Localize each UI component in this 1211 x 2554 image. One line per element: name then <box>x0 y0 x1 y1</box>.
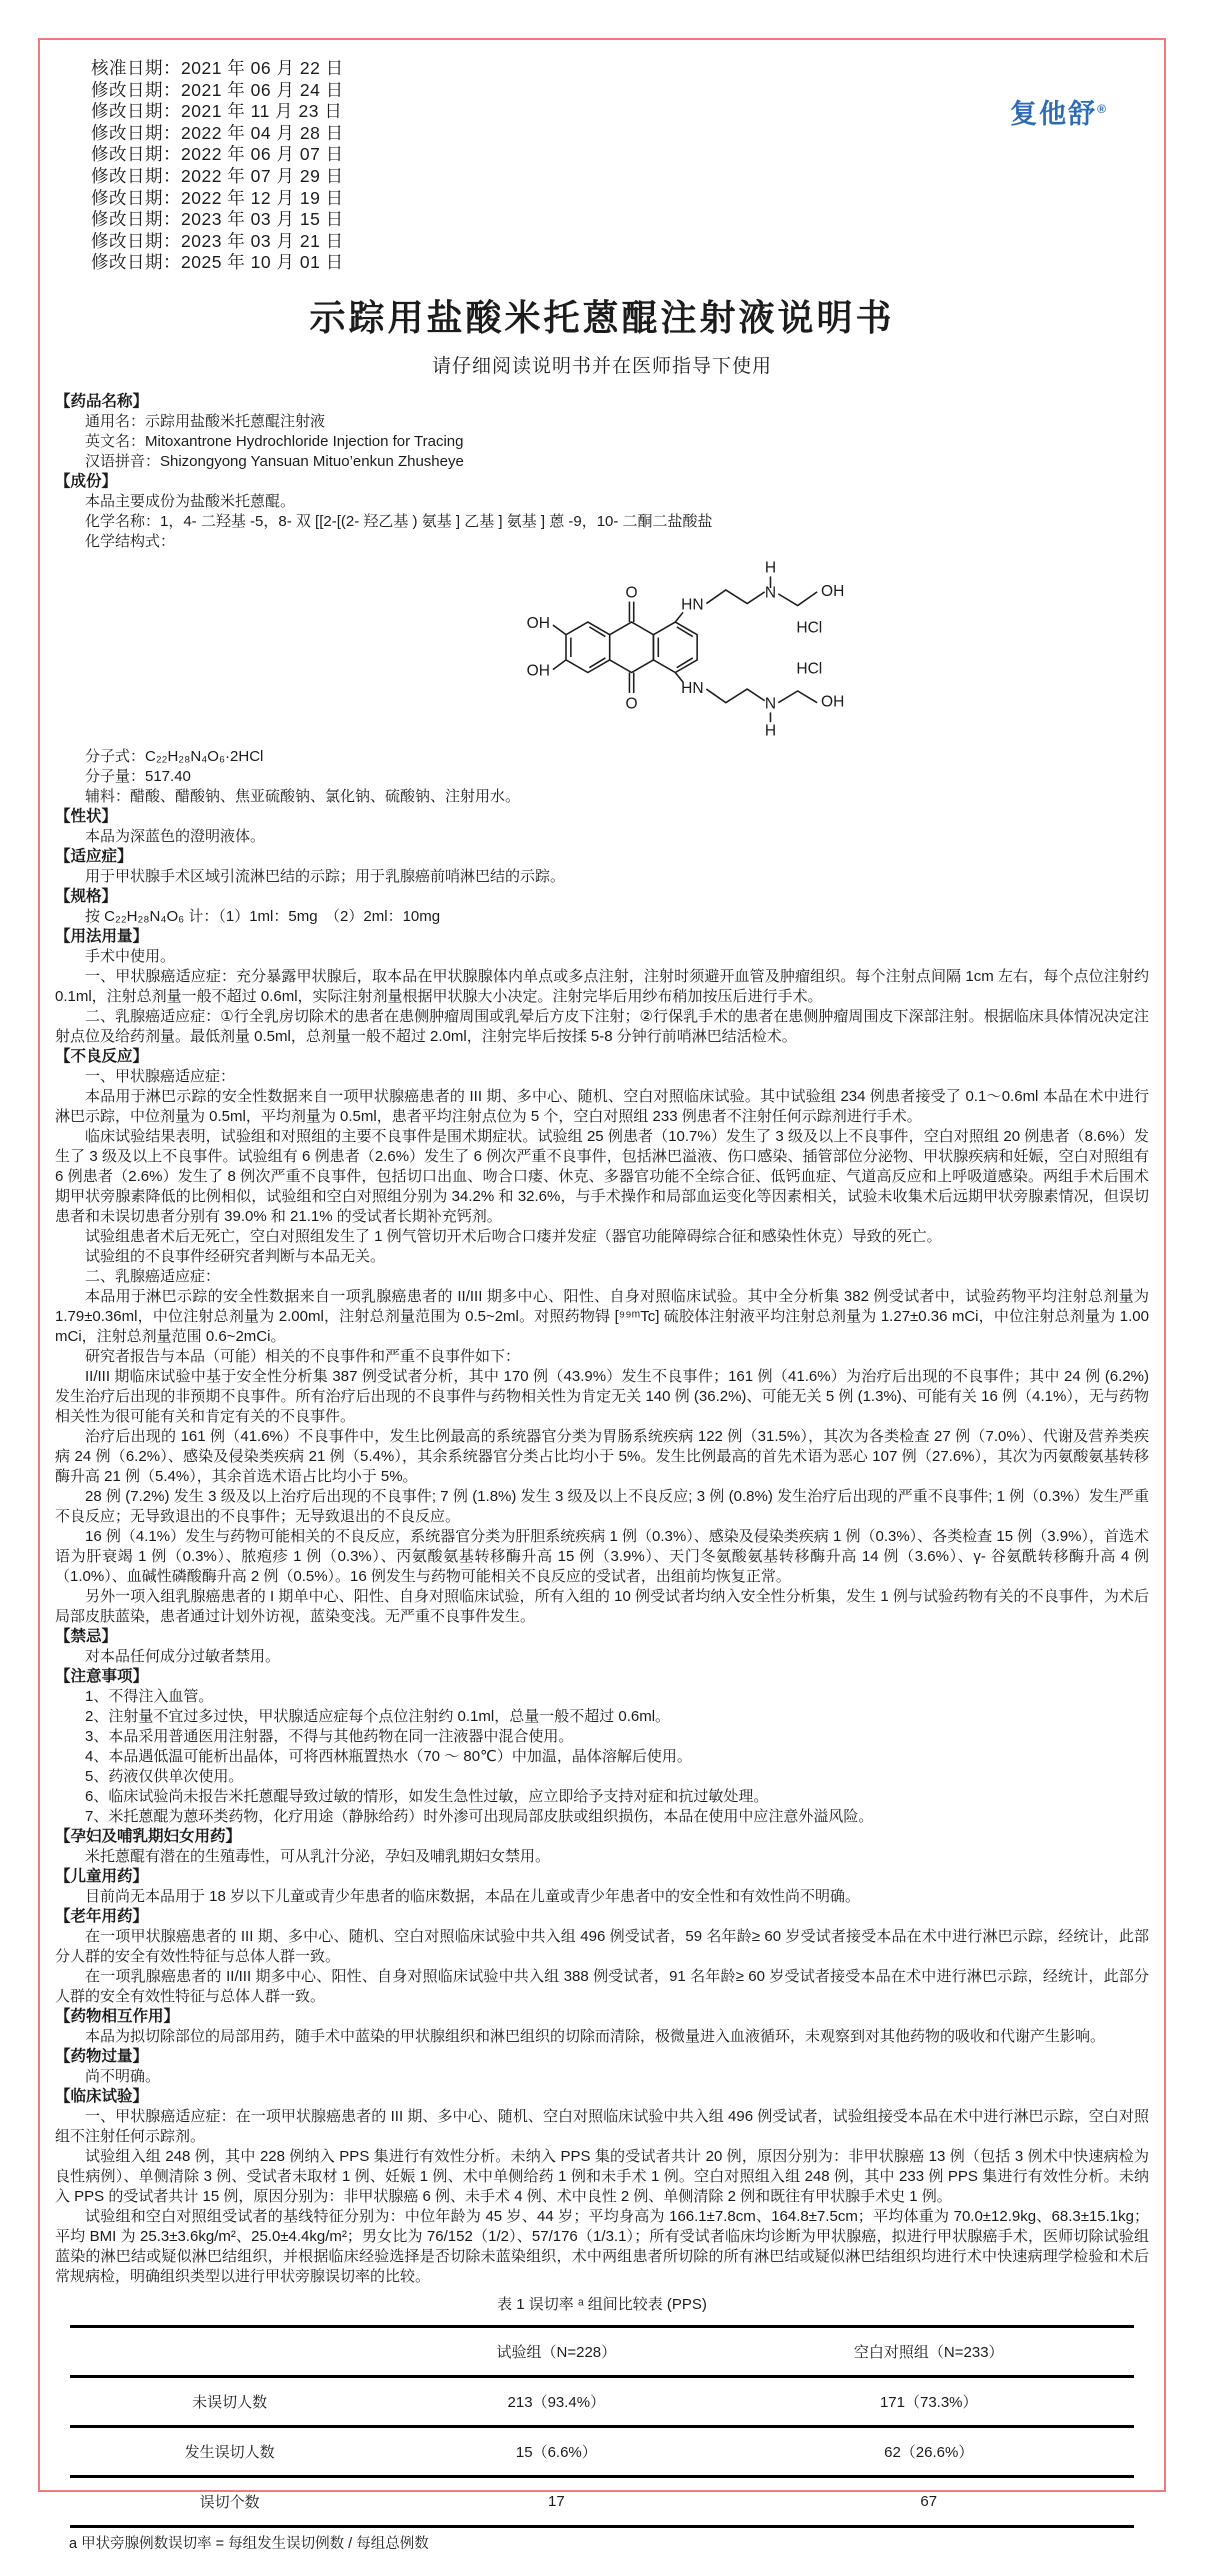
section-heading: 【药物过量】 <box>55 2048 149 2066</box>
table-col-blank <box>70 2327 389 2377</box>
section-body <box>55 867 1149 887</box>
paragraph: 试验组的不良事件经研究者判断与本品无关。 <box>85 1248 386 1266</box>
atom-label: HN <box>681 679 704 697</box>
paragraph: 分子式：C₂₂H₂₈N₄O₆·2HCl <box>85 748 264 766</box>
paragraph: 一、甲状腺癌适应症：在一项甲状腺癌患者的 III 期、多中心、随机、空白对照临床试验中共入组 496 例受试者，试验组接受本品在术中进行淋巴示踪，空白对照组不注射任何示踪剂。 <box>55 2108 1149 2146</box>
section-heading: 【药品名称】 <box>55 392 149 410</box>
leaflet-page <box>38 38 1166 2553</box>
section-drug-name <box>55 392 1149 472</box>
date-line: 修改日期：2023 年 03 月 15 日 <box>91 209 344 230</box>
paragraph: 本品用于淋巴示踪的安全性数据来自一项乳腺癌患者的 II/III 期多中心、阳性、自身对照临床试验。其中全分析集 382 例受试者中，试验药物平均注射总剂量为 1.79±0.36ml，中位注射总剂量为 2.00ml，注射总剂量范围为 0.5~2ml。对照药物锝 [⁹⁹ᵐTc] 硫胶体注射液平均注射总剂量为 1.27±0.36 mCi，中位注射总剂量为 1.00 mCi，注射总剂量范围 0.6~2mCi。 <box>55 1288 1149 1346</box>
paragraph: 在一项乳腺癌患者的 II/III 期多中心、阳性、自身对照临床试验中共入组 388 例受试者，91 名年龄≥ 60 岁受试者接受本品在术中进行淋巴示踪，经统计，此部分人群的安全有效性特征与总体人群一致。 <box>55 1968 1149 2006</box>
paragraph: 4、本品遇低温可能析出晶体，可将西林瓶置热水（70 ～ 80℃）中加温，晶体溶解后使用。 <box>85 1748 692 1766</box>
table-row <box>70 2427 1134 2477</box>
section-specification <box>55 887 1149 927</box>
atom-label: OH <box>526 614 550 632</box>
date-line: 核准日期：2021 年 06 月 22 日 <box>91 58 344 78</box>
section-character <box>55 807 1149 847</box>
section-heading: 【性状】 <box>55 808 118 826</box>
section-body <box>55 1887 1149 1907</box>
paragraph: 临床试验结果表明，试验组和对照组的主要不良事件是围术期症状。试验组 25 例患者（10.7%）发生了 3 级及以上不良事件，空白对照组 20 例患者（8.6%）发生了 3 级及以上不良事件。试验组有 6 例患者（2.6%）发生了 6 例次严重不良事件，包括淋巴溢液、伤口感染、插管部位分泌物、甲状腺疾病和妊娠，空白对照组有 6 例患者（2.6%）发生了 8 例次严重不良事件，包括切口出血、吻合口瘘、休克、多器官功能不全综合征、低钙血症、气道高反应和上呼吸道感染。两组手术后围术期甲状旁腺素降低的比例相似，试验组和空白对照组分别为 34.2% 和 32.6%，与手术操作和局部血运变化等因素相关，试验未收集术后远期甲状旁腺素情况，但误切患者和未误切患者分别有 39.0% 和 21.1% 的受试者长期补充钙剂。 <box>55 1128 1149 1226</box>
section-body <box>55 2107 1149 2287</box>
section-heading: 【用法用量】 <box>55 928 149 946</box>
atom-label: N <box>764 695 777 713</box>
paragraph: 试验组患者术后无死亡，空白对照组发生了 1 例气管切开术后吻合口瘘并发症（器官功能障碍综合征和感染性休克）导致的死亡。 <box>85 1228 942 1246</box>
paragraph: 一、甲状腺癌适应症：充分暴露甲状腺后，取本品在甲状腺腺体内单点或多点注射，注射时须避开血管及肿瘤组织。每个注射点间隔 1cm 左右，每个点位注射约 0.1ml，注射总剂量一般不超过 0.6ml，实际注射剂量根据甲状腺大小决定。注射完毕后用纱布稍加按压后进行手术。 <box>55 968 1149 1006</box>
paragraph: 米托蒽醌有潜在的生殖毒性，可从乳汁分泌，孕妇及哺乳期妇女禁用。 <box>85 1848 551 1866</box>
section-body <box>55 1847 1149 1867</box>
paragraph: 分子量：517.40 <box>85 768 191 786</box>
section-overdose <box>55 2047 1149 2087</box>
table-col-experimental: 试验组（N=228） <box>496 2344 617 2362</box>
date-line: 修改日期：2022 年 04 月 28 日 <box>91 122 344 143</box>
atom-label: O <box>625 695 638 713</box>
section-body <box>55 947 1149 1047</box>
brand-logo <box>1010 92 1108 131</box>
paragraph: 16 例（4.1%）发生与药物可能相关的不良反应，系统器官分类为肝胆系统疾病 1 例（0.3%）、感染及侵染类疾病 1 例（0.3%）、各类检查 15 例（3.9%），首选术语为肝衰竭 1 例（0.3%）、脓疱疹 1 例（0.3%）、丙氨酸氨基转移酶升高 15 例（3.9%）、天门冬氨酸氨基转移酶升高 14 例（3.6%）、γ- 谷氨酰转移酶升高 4 例（1.0%）、血碱性磷酸酶升高 2 例（0.5%）。16 例发生与药物可能相关不良反应的受试者，出组前均恢复正常。 <box>55 1528 1149 1586</box>
atom-label: OH <box>820 582 845 600</box>
approval-dates <box>91 58 1149 274</box>
date-line: 修改日期：2023 年 03 月 21 日 <box>91 230 344 251</box>
section-body <box>55 747 1149 807</box>
paragraph: 1、不得注入血管。 <box>85 1688 214 1706</box>
date-line: 修改日期：2022 年 12 月 19 日 <box>91 187 344 208</box>
section-drug-interaction <box>55 2007 1149 2047</box>
brand-logo-text: 复他舒 <box>1010 99 1098 129</box>
date-line: 修改日期：2021 年 06 月 24 日 <box>91 79 344 100</box>
paragraph: 本品主要成份为盐酸米托蒽醌。 <box>85 492 296 510</box>
miscut-rate-table <box>70 2325 1134 2528</box>
section-elderly <box>55 1907 1149 2007</box>
section-heading: 【注意事项】 <box>55 1668 149 1686</box>
paragraph: 治疗后出现的 161 例（41.6%）不良事件中，发生比例最高的系统器官分类为胃肠系统疾病 122 例（31.5%），其次为各类检查 27 例（7.0%）、代谢及营养类疾病 24 例（6.2%）、感染及侵染类疾病 21 例（5.4%），其余系统器官分类占比均小于 5%。发生比例最高的首先术语为恶心 107 例（27.6%），其次为丙氨酸氨基转移酶升高 21 例（5.4%），其余首选术语占比均小于 5%。 <box>55 1428 1149 1486</box>
row-label: 发生误切人数 <box>184 2444 275 2462</box>
experimental-value: 17 <box>547 2493 565 2511</box>
experimental-value: 15（6.6%） <box>515 2444 597 2462</box>
section-body <box>55 2027 1149 2047</box>
table-row <box>70 2377 1134 2427</box>
paragraph: 英文名：Mitoxantrone Hydrochloride Injection for Tracing <box>85 432 464 450</box>
section-heading: 【适应症】 <box>55 848 133 866</box>
atom-label: O <box>625 584 638 602</box>
atom-label: HN <box>681 596 704 614</box>
paragraph: 另外一项入组乳腺癌患者的 I 期单中心、阳性、自身对照临床试验，所有入组的 10 例受试者均纳入安全性分析集，发生 1 例与试验药物有关的不良事件，为术后局部皮肤蓝染，患者通过计划外访视，蓝染变浅。无严重不良事件发生。 <box>55 1588 1149 1626</box>
atom-label: H <box>764 722 777 740</box>
table-footnote: a 甲状旁腺例数误切率 = 每组发生误切例数 / 每组总例数 <box>69 2536 429 2553</box>
paragraph: 通用名：示踪用盐酸米托蒽醌注射液 <box>85 412 326 430</box>
registered-trademark-icon: ® <box>1097 102 1108 116</box>
section-heading: 【孕妇及哺乳期妇女用药】 <box>55 1828 242 1846</box>
paragraph: 目前尚无本品用于 18 岁以下儿童或青少年患者的临床数据，本品在儿童或青少年患者中的安全性和有效性尚不明确。 <box>85 1888 861 1906</box>
paragraph: 一、甲状腺癌适应症： <box>85 1068 236 1086</box>
experimental-value: 213（93.4%） <box>507 2394 606 2412</box>
paragraph: 在一项甲状腺癌患者的 III 期、多中心、随机、空白对照临床试验中共入组 496 例受试者，59 名年龄≥ 60 岁受试者接受本品在术中进行淋巴示踪，经统计，此部分人群的安全有效性特征与总体人群一致。 <box>55 1928 1149 1966</box>
atom-label: HCl <box>796 660 823 678</box>
atom-label: H <box>764 559 777 577</box>
section-heading: 【药物相互作用】 <box>55 2008 180 2026</box>
paragraph: 2、注射量不宜过多过快，甲状腺适应症每个点位注射约 0.1ml，总量一般不超过 0.6ml。 <box>85 1708 671 1726</box>
control-value: 67 <box>920 2493 938 2511</box>
control-value: 62（26.6%） <box>884 2444 974 2462</box>
section-pregnancy <box>55 1827 1149 1867</box>
paragraph: 辅料：醋酸、醋酸钠、焦亚硫酸钠、氯化钠、硫酸钠、注射用水。 <box>85 788 521 806</box>
section-clinical-trial <box>55 2087 1149 2287</box>
section-body <box>55 1067 1149 1627</box>
section-precautions <box>55 1667 1149 1827</box>
section-heading: 【临床试验】 <box>55 2088 149 2106</box>
paragraph: 化学名称：1，4- 二羟基 -5，8- 双 [[2-[(2- 羟乙基 ) 氨基 ] 乙基 ] 氨基 ] 蒽 -9，10- 二酮二盐酸盐 <box>85 512 713 530</box>
paragraph: 试验组和空白对照组受试者的基线特征分别为：中位年龄为 45 岁、44 岁；平均身高为 166.1±7.8cm、164.8±7.5cm；平均体重为 70.0±12.9kg、68.3±15.1kg；平均 BMI 为 25.3±3.6kg/m²、25.0±4.4kg/m²；男女比为 76/152（1/2）、57/176（1/3.1）；所有受试者临床均诊断为甲状腺癌，拟进行甲状腺癌手术，医师切除试验组蓝染的淋巴结或疑似淋巴结组织，并根据临床经验选择是否切除未蓝染组织，术中两组患者所切除的所有淋巴结或疑似淋巴结组织均进行术中快速病理学检验和术后常规病检，明确组织类型以进行甲状旁腺误切率的比较。 <box>55 2208 1149 2286</box>
section-heading: 【不良反应】 <box>55 1048 149 1066</box>
atom-label: N <box>764 584 777 602</box>
section-body <box>55 1647 1149 1667</box>
paragraph: 6、临床试验尚未报告米托蒽醌导致过敏的情形，如发生急性过敏，应立即给予支持对症和抗过敏处理。 <box>85 1788 769 1806</box>
chemical-structure-diagram <box>515 555 855 744</box>
paragraph: 二、乳腺癌适应症：①行全乳房切除术的患者在患侧肿瘤周围或乳晕后方皮下注射；②行保乳手术的患者在患侧肿瘤周围皮下深部注射。根据临床具体情况决定注射点位及给药剂量。最低剂量 0.5ml，总剂量一般不超过 2.0ml，注射完毕后按揉 5-8 分钟行前哨淋巴结活检术。 <box>55 1008 1149 1046</box>
page-subtitle: 请仔细阅读说明书并在医师指导下使用 <box>431 355 772 377</box>
paragraph: 7、米托蒽醌为蒽环类药物，化疗用途（静脉给药）时外渗可出现局部皮肤或组织损伤，本品在使用中应注意外溢风险。 <box>85 1808 874 1826</box>
section-indication <box>55 847 1149 887</box>
section-body <box>55 492 1149 552</box>
table-row <box>70 2477 1134 2527</box>
table-col-control: 空白对照组（N=233） <box>853 2344 1004 2362</box>
section-composition <box>55 472 1149 807</box>
atom-label: OH <box>820 693 845 711</box>
section-body <box>55 2067 1149 2087</box>
control-value: 171（73.3%） <box>879 2394 978 2412</box>
section-body <box>55 827 1149 847</box>
paragraph: 化学结构式： <box>85 532 176 550</box>
section-heading: 【规格】 <box>55 888 118 906</box>
paragraph: 尚不明确。 <box>85 2068 161 2086</box>
date-line: 修改日期：2022 年 07 月 29 日 <box>91 165 344 186</box>
section-adverse-reactions <box>55 1047 1149 1627</box>
paragraph: 手术中使用。 <box>85 948 176 966</box>
section-usage-dosage <box>55 927 1149 1047</box>
paragraph: 研究者报告与本品（可能）相关的不良事件和严重不良事件如下： <box>85 1348 521 1366</box>
paragraph: 对本品任何成分过敏者禁用。 <box>85 1648 281 1666</box>
table-header-row <box>70 2327 1134 2377</box>
paragraph: 按 C₂₂H₂₈N₄O₆ 计：（1）1ml：5mg （2）2ml：10mg <box>85 908 441 926</box>
paragraph: 本品为深蓝色的澄明液体。 <box>85 828 266 846</box>
section-body <box>55 907 1149 927</box>
section-body <box>55 412 1149 472</box>
paragraph: 3、本品采用普通医用注射器，不得与其他药物在同一注液器中混合使用。 <box>85 1728 574 1746</box>
page-title: 示踪用盐酸米托蒽醌注射液说明书 <box>309 296 895 338</box>
atom-label: OH <box>526 662 550 680</box>
paragraph: 本品用于淋巴示踪的安全性数据来自一项甲状腺癌患者的 III 期、多中心、随机、空白对照临床试验。其中试验组 234 例患者接受了 0.1～0.6ml 本品在术中进行淋巴示踪，中位剂量为 0.5ml，平均剂量为 0.5ml，患者平均注射点位为 5 个，空白对照组 233 例患者不注射任何示踪剂进行手术。 <box>55 1088 1149 1126</box>
atom-label: HCl <box>796 619 823 637</box>
section-heading: 【成份】 <box>55 472 118 490</box>
section-body <box>55 1687 1149 1827</box>
date-line: 修改日期：2022 年 06 月 07 日 <box>91 144 344 165</box>
paragraph: 汉语拼音：Shizongyong Yansuan Mituo’enkun Zhusheye <box>85 452 464 470</box>
section-heading: 【老年用药】 <box>55 1908 149 1926</box>
row-label: 误切个数 <box>199 2494 260 2512</box>
section-heading: 【禁忌】 <box>55 1628 118 1646</box>
date-line: 修改日期：2021 年 11 月 23 日 <box>91 101 343 122</box>
paragraph: II/III 期临床试验中基于安全性分析集 387 例受试者分析，其中 170 例（43.9%）发生不良事件；161 例（41.6%）为治疗后出现的不良事件；其中 24 例 (6.2%) 发生治疗后出现的非预期不良事件。所有治疗后出现的不良事件与药物相关性为肯定无关 140 例 (36.2%)、可能无关 5 例 (1.3%)、可能有关 16 例（4.1%），无与药物相关性为很可能有关和肯定有关的不良事件。 <box>55 1368 1149 1426</box>
row-label: 未误切人数 <box>192 2394 268 2412</box>
section-body <box>55 1927 1149 2007</box>
date-line: 修改日期：2025 年 10 月 01 日 <box>91 252 344 273</box>
paragraph: 本品为拟切除部位的局部用药，随手术中蓝染的甲状腺组织和淋巴组织的切除而清除，极微量进入血液循环，未观察到对其他药物的吸收和代谢产生影响。 <box>85 2028 1106 2046</box>
paragraph: 试验组入组 248 例，其中 228 例纳入 PPS 集进行有效性分析。未纳入 PPS 集的受试者共计 20 例，原因分别为：非甲状腺癌 13 例（包括 3 例术中快速病检为良性病例）、单侧清除 3 例、受试者未取材 1 例、妊娠 1 例、术中单侧给药 1 例和未手术 1 例。空白对照组入组 248 例，其中 233 例 PPS 集进行有效性分析。未纳入 PPS 的受试者共计 15 例，原因分别为：非甲状腺癌 6 例、未手术 4 例、术中良性 2 例、单侧清除 2 例和既往有甲状腺手术史 1 例。 <box>55 2148 1149 2206</box>
paragraph: 二、乳腺癌适应症： <box>85 1268 221 1286</box>
table-title: 表 1 误切率 ᵃ 组间比较表 (PPS) <box>497 2296 707 2314</box>
paragraph: 28 例 (7.2%) 发生 3 级及以上治疗后出现的不良事件; 7 例 (1.8%) 发生 3 级及以上不良反应; 3 例 (0.8%) 发生治疗后出现的严重不良事件; 1 例（0.3%）发生严重不良反应；无导致退出的不良事件；无导致退出的不良反应。 <box>55 1488 1149 1526</box>
paragraph: 5、药液仅供单次使用。 <box>85 1768 244 1786</box>
section-children <box>55 1867 1149 1907</box>
section-contraindication <box>55 1627 1149 1667</box>
section-heading: 【儿童用药】 <box>55 1868 149 1886</box>
paragraph: 用于甲状腺手术区域引流淋巴结的示踪；用于乳腺癌前哨淋巴结的示踪。 <box>85 868 566 886</box>
